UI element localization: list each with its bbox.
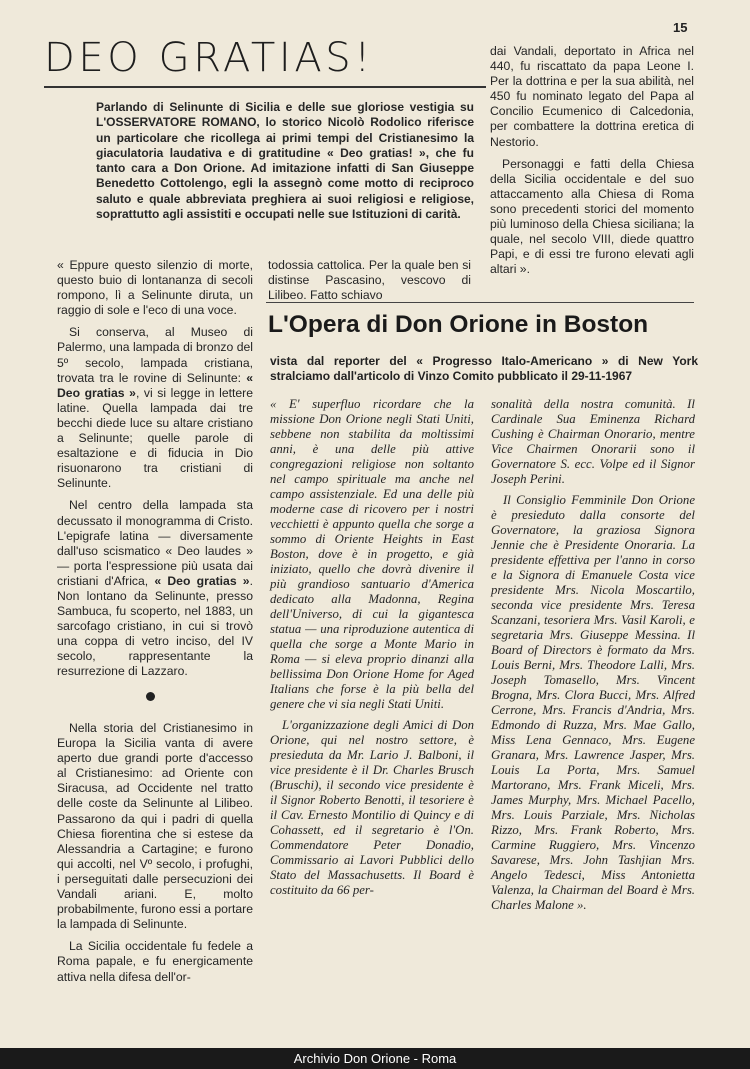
middle-paragraph-1: todossia cattolica. Per la quale ben si distinse Pascasino, vescovo di Lilibeo. Fatto schiavo (268, 258, 471, 303)
article2-c1-paragraph-2: L'organizzazione degli Amici di Don Orione, qui nel nostro settore, è presieduta da Mr. Lario J. Balboni, il vice presidente è il Dr. Charles Brusch (Bruschi), il secondo vice presidente è il Signor Roberto Benotti, il tesoriere è il Cav. Ernesto Montilio di Quincy e di Cohassett, ed il segretario è l'On. Commendatore Peter Donadio, Commissario ai Lavori Pubblici dello Stato del Massachusetts. Il Board è costituito da 66 per- (270, 718, 474, 897)
article2-c2-paragraph-1: sonalità della nostra comunità. Il Cardinale Sua Eminenza Richard Cushing è Chairman Onorario, mentre Vice Chairmen Onorarii sono il Governatore S. ecc. Volpe ed il Signor Joseph Perini. (491, 397, 695, 486)
left-paragraph-1: « Eppure questo silenzio di morte, questo buio di lontananza di secoli rompono, lì a Selinunte diruta, un raggio di sole e l'eco di una voce. (57, 258, 253, 318)
article2-c1-paragraph-1: « E' superfluo ricordare che la missione Don Orione negli Stati Uniti, sebbene non stabilita da moltissimi anni, è una delle più attive congregazioni religiose non soltanto nel campo spirituale ma anche nel campo assistenziale. Ed una delle più moderne case di ricovero per i nostri vecchietti è appunto quella che sorge a sommo di Oriente Heights in East Boston, dove è in progetto, e già iniziato, quello che dovrà divenire il più grandioso santuario d'America dedicato alla Madonna, Regina dell'Universo, di cui la gigantesca statua — una riproduzione autentica di quella che sorge a Monte Mario in Roma — si eleva proprio dinanzi alla bellissima Don Orione Home for Aged Italians che forse è la più bella del genere che vi sia negli Stati Uniti. (270, 397, 474, 711)
left-paragraph-5: La Sicilia occidentale fu fedele a Roma papale, e fu energicamente attiva nella difesa dell'or- (57, 939, 253, 984)
title-underline (44, 86, 486, 88)
right-paragraph-2: Personaggi e fatti della Chiesa della Sicilia occidentale e del suo attaccamento alla Chiesa di Roma sono precedenti storici del momento più luminoso della Chiesa siciliana; la quale, nel secolo VIII, diede quattro Papi, e di essi tre furono elevati agli altari ». (490, 156, 694, 277)
article-intro: Parlando di Selinunte di Sicilia e delle sue gloriose vestigia su L'OSSERVATORE ROMANO, lo storico Nicolò Rodolico riferisce un particolare che ricollega ai primi tempi del Cristianesimo la giaculatoria laudativa e di gratitudine « Deo gratias! », che fu tanto cara a Don Orione. Ad imitazione infatti di San Giuseppe Benedetto Cottolengo, egli la assegnò come motto di reciproco saluto e quale abbreviata preghiera ai suoi religiosi e religiose, soprattutto agli assistiti e occupati nelle sue Istituzioni di carità. (96, 100, 474, 222)
left-column-lower (57, 721, 253, 992)
archive-footer: Archivio Don Orione - Roma (293, 1051, 457, 1066)
left-paragraph-3: Nel centro della lampada sta decussato il monogramma di Cristo. L'epigrafe latina — diversamente dall'uso scismatico « Deo laudes » — porta l'espressione più usata dai cristiani d'Africa, « Deo gratias ». Non lontano da Selinunte, presso Sambuca, fu scoperto, nel 1883, un sarcofago cristiano, in cui si trovò una coppa di vetro inciso, del IV secolo, rappresentante la resurrezione di Lazzaro. (57, 498, 253, 679)
article2-c2-paragraph-2: Il Consiglio Femminile Don Orione è presieduto dalla consorte del Governatore, la graziosa Signora Jennie che è Presidente Onoraria. La presidente effettiva per l'anno in corso e la Signora di Emanuele Costa vice presidente Mrs. Nicola Moscartilo, seconda vice presidente Mrs. Teresa Scanzani, tesoriera Mrs. Vasil Karoli, e segretaria Mrs. Giuseppe Messina. Il Board of Directors è formato da Mrs. Louis Berni, Mrs. Theodore Lalli, Mrs. Joseph Tomasello, Mrs. Vincent Brogna, Mrs. Clora Bucci, Mrs. Alfred Cerrone, Mrs. Francis d'Andria, Mrs. Edmondo di Ruzza, Mrs. Mae Gallo, Miss Lena Gennaco, Mrs. Eugene Granara, Mrs. Lawrence Jasper, Mrs. Louis La Porta, Mrs. Samuel Martorano, Mrs. Frank Miceli, Mrs. James Murphy, Mrs. Michael Pacello, Mrs. Louis Parziale, Mrs. Nicholas Rizzo, Mrs. Frank Roberto, Mrs. Carmine Ruggiero, Mrs. Vincenzo Savarese, Mrs. John Tashjian Mrs. Angelo Tedesci, Miss Antonietta Valenza, la Chairman del Board è Mrs. Charles Malone ». (491, 493, 695, 912)
section-divider (266, 302, 694, 303)
article-title: DEO GRATIAS! (44, 35, 374, 81)
article2-heading: L'Opera di Don Orione in Boston (268, 311, 649, 338)
left-paragraph-4: Nella storia del Cristianesimo in Europa la Sicilia vanta di avere aperto due grandi porte d'accesso al Cristianesimo: ad Oriente con Siracusa, ad Occidente nel tratto delle coste da Selinunte al Lilibeo. Passarono da qui i padri di quella Chiesa fiorentina che si estese da Alessandria a Cartagine; e furono qui accolti, nel Vº secolo, i profughi, i perseguitati dalle persecuzioni dei Vandali ariani. E, molto probabilmente, furono essi a portare la lampada di Selinunte. (57, 721, 253, 932)
section-bullet (146, 692, 155, 701)
right-column (490, 44, 694, 284)
left-column (57, 258, 253, 687)
page-number: 15 (673, 20, 688, 35)
right-paragraph-1: dai Vandali, deportato in Africa nel 440, fu riscattato da papa Leone I. Per la dottrina e per la sua abilità, nel 450 fu nominato legato del Papa al Concilio Ecumenico di Calcedonia, per combattere la dottrina eretica di Nestorio. (490, 44, 694, 149)
left-paragraph-2: Si conserva, al Museo di Palermo, una lampada di bronzo del 5º secolo, lampada cristiana, trovata tra le rovine di Selinunte: « Deo gratias », vi si legge in lettere latine. Quella lampada dai tre becchi diede luce su altare cristiano a Selinunte; quelle parole di esaltazione e di fiducia in Dio risuonarono tra cristiani di Selinunte. (57, 325, 253, 491)
article2-column-1 (270, 397, 474, 904)
article2-subheading: vista dal reporter del « Progresso Italo-Americano » di New York stralciamo dall'articolo di Vinzo Comito pubblicato il 29-11-1967 (270, 354, 698, 383)
article2-column-2 (491, 397, 695, 919)
